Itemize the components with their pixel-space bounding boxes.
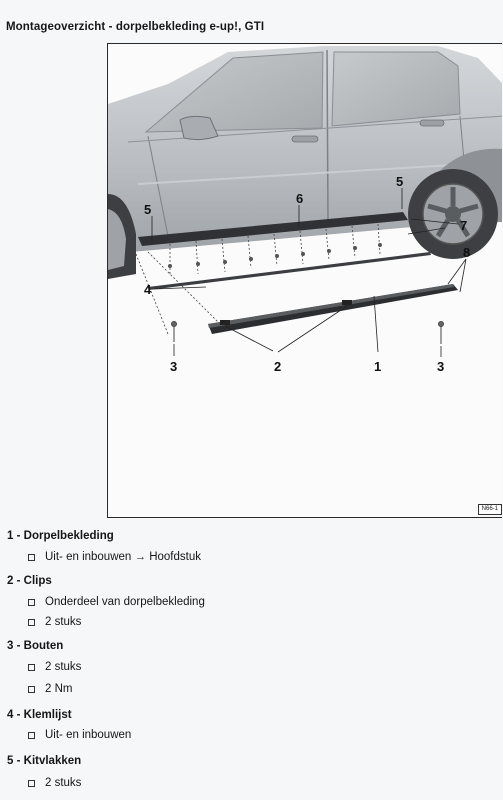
checkbox-icon [28, 732, 35, 739]
callout-4: 4 [144, 282, 152, 297]
legend-item-3-bullet-2: 2 Nm [28, 683, 72, 695]
callout-3-left: 3 [170, 359, 178, 374]
callout-1: 1 [374, 359, 382, 374]
legend-item-2-bullet-1: Onderdeel van dorpelbekleding [28, 596, 205, 608]
clip-left [220, 320, 230, 325]
car-sill-illustration [108, 44, 502, 518]
legend-item-4-bullet-1: Uit- en inbouwen [28, 729, 131, 741]
checkbox-icon [28, 664, 35, 671]
legend-item-5: 5 - Kitvlakken [7, 755, 82, 767]
legend-item-5-bullet-1: 2 stuks [28, 777, 81, 789]
legend-item-3: 3 - Bouten [7, 640, 64, 652]
clip-right [342, 300, 352, 305]
legend-item-1-bullet-1: Uit- en inbouwen → Hoofdstuk [28, 551, 201, 563]
callout-3-right: 3 [437, 359, 445, 374]
page-title: Montageoverzicht - dorpelbekleding e-up!, GTI [6, 21, 265, 33]
legend-item-1: 1 - Dorpelbekleding [7, 530, 114, 542]
checkbox-icon [28, 780, 35, 787]
legend-item-2-bullet-2: 2 stuks [28, 616, 81, 628]
checkbox-icon [28, 599, 35, 606]
clamp-strip [148, 252, 431, 290]
car-body [108, 46, 502, 279]
callout-7: 7 [460, 218, 468, 233]
checkbox-icon [28, 619, 35, 626]
callout-8: 8 [463, 245, 471, 260]
callout-5-left: 5 [144, 202, 152, 217]
callout-5-right: 5 [396, 174, 404, 189]
callout-6: 6 [296, 191, 304, 206]
callout-2: 2 [274, 359, 282, 374]
figure-code: N66-1 [478, 504, 502, 515]
assembly-figure [107, 43, 502, 518]
legend-item-4: 4 - Klemlijst [7, 709, 72, 721]
legend-item-3-bullet-1: 2 stuks [28, 661, 81, 673]
checkbox-icon [28, 686, 35, 693]
legend-item-2: 2 - Clips [7, 575, 52, 587]
checkbox-icon [28, 554, 35, 561]
